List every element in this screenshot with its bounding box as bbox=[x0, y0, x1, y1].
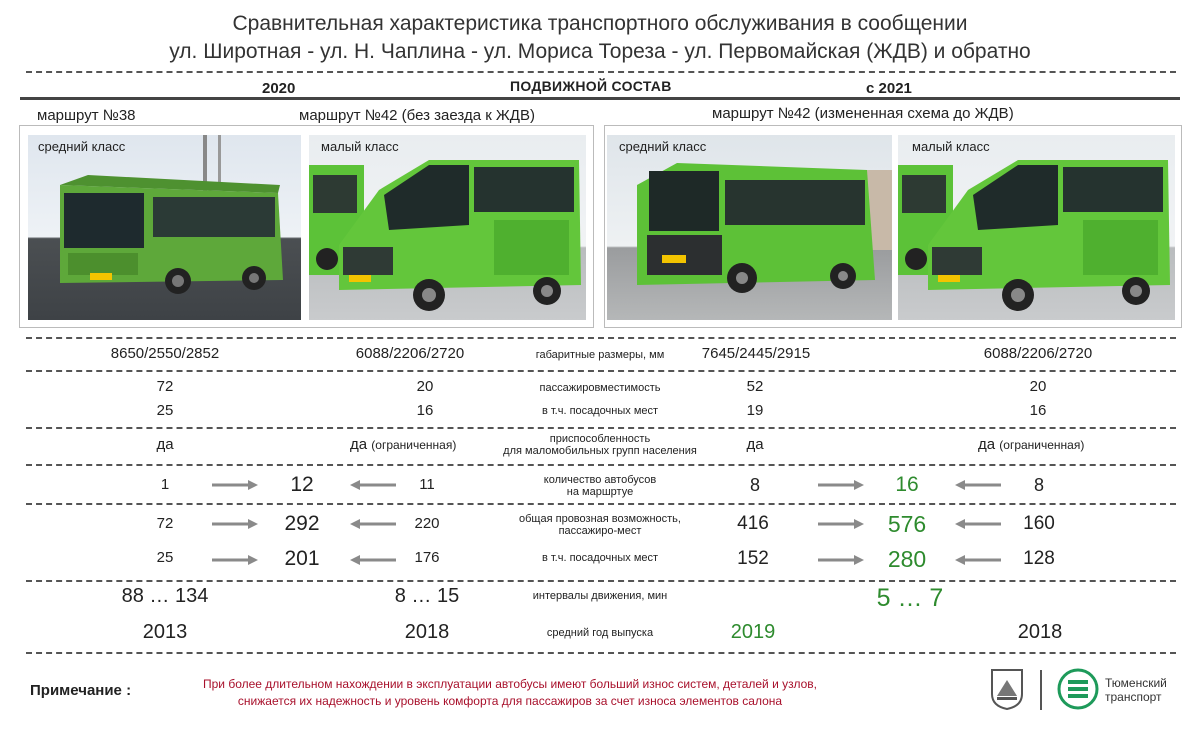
divider bbox=[26, 652, 1176, 654]
class-label-medium: средний класс bbox=[38, 139, 126, 154]
total-capacity-label bbox=[455, 513, 745, 537]
total-seats-r42-old: 176 bbox=[414, 549, 440, 566]
minibus-image-2021 bbox=[898, 135, 1175, 320]
header-rule-right bbox=[610, 97, 1180, 100]
seats-label: в т.ч. посадочных мест bbox=[541, 405, 659, 417]
page-subtitle: ул. Широтная - ул. Н. Чаплина - ул. Мориса Тореза - ул. Первомайская (ЖДВ) и обратно bbox=[169, 40, 1031, 63]
capacity-label: пассажировместимость bbox=[539, 382, 661, 394]
arrow-right-icon bbox=[212, 519, 258, 529]
accessibility-r42-new-small bbox=[978, 436, 1084, 453]
capacity-r42-new-small: 20 bbox=[1029, 378, 1047, 395]
logo-text-line1: Тюменский bbox=[1105, 676, 1167, 690]
year-label: средний год выпуска bbox=[546, 627, 654, 639]
year-r42-new-medium: 2019 bbox=[730, 621, 776, 643]
year-r38: 2013 bbox=[142, 621, 188, 643]
divider bbox=[26, 427, 1176, 429]
accessibility-note: (ограниченная) bbox=[999, 438, 1085, 452]
divider bbox=[26, 337, 1176, 339]
divider bbox=[26, 464, 1176, 466]
route-42-old-label: маршрут №42 (без заезда к ЖДВ) bbox=[299, 107, 535, 124]
seats-r42-new-small: 16 bbox=[1029, 402, 1047, 419]
city-coat-of-arms-icon bbox=[990, 668, 1024, 710]
year-2021-label: с 2021 bbox=[866, 80, 912, 97]
bus-count-label bbox=[455, 474, 745, 498]
accessibility-label bbox=[455, 433, 745, 457]
total-capacity-r38: 72 bbox=[156, 515, 174, 532]
year-r42-old: 2018 bbox=[404, 621, 450, 643]
year-2020-label: 2020 bbox=[262, 80, 296, 97]
total-capacity-sum-2020: 292 bbox=[284, 512, 320, 535]
midibus-image bbox=[607, 135, 892, 320]
section-header: ПОДВИЖНОЙ СОСТАВ bbox=[510, 78, 672, 94]
seats-r42-new-medium: 19 bbox=[746, 402, 764, 419]
total-capacity-label-line2: пассажиро-мест bbox=[558, 525, 642, 537]
seats-r38: 25 bbox=[156, 402, 174, 419]
class-label-small: малый класс bbox=[321, 139, 399, 154]
logo-separator bbox=[1040, 670, 1042, 710]
class-label-small-2021: малый класс bbox=[912, 139, 990, 154]
bus-count-r38: 1 bbox=[160, 476, 170, 493]
arrow-right-icon bbox=[818, 555, 864, 565]
divider bbox=[26, 71, 1176, 73]
arrow-left-icon bbox=[955, 480, 1001, 490]
bus-count-r42-new-medium: 8 bbox=[749, 475, 760, 495]
accessibility-note: (ограниченная) bbox=[371, 438, 457, 452]
city-bus-image bbox=[28, 135, 301, 320]
logo-text-line2: транспорт bbox=[1105, 690, 1162, 704]
capacity-r42-new-medium: 52 bbox=[746, 378, 764, 395]
note-label: Примечание : bbox=[30, 682, 132, 699]
bus-count-total-2020: 12 bbox=[290, 473, 314, 496]
total-seats-sum-2021: 280 bbox=[887, 546, 927, 572]
total-seats-r42-new-small: 128 bbox=[1023, 548, 1055, 569]
total-capacity-r42-new-small: 160 bbox=[1023, 513, 1055, 534]
total-seats-r42-new-medium: 152 bbox=[737, 548, 769, 569]
route-42-new-label: маршрут №42 (измененная схема до ЖДВ) bbox=[712, 105, 1014, 122]
capacity-r42-old: 20 bbox=[416, 378, 434, 395]
divider bbox=[26, 580, 1176, 582]
arrow-left-icon bbox=[955, 555, 1001, 565]
bus-count-r42-old: 11 bbox=[419, 476, 435, 493]
note-line1: При более длительном нахождении в эксплуатации автобусы имеют больший износ систем, деталей и узлов, bbox=[203, 677, 817, 691]
bus-photo-route-42-new-small bbox=[898, 135, 1175, 320]
intervals-2021: 5 … 7 bbox=[876, 584, 944, 612]
dimensions-r42-new-small: 6088/2206/2720 bbox=[983, 345, 1093, 362]
total-capacity-label-line1: общая провозная возможность, bbox=[519, 513, 681, 525]
accessibility-value: да bbox=[350, 436, 368, 453]
tyumen-transport-logo-icon bbox=[1057, 668, 1099, 710]
dimensions-r42-old: 6088/2206/2720 bbox=[355, 345, 465, 362]
class-label-medium-2021: средний класс bbox=[619, 139, 707, 154]
arrow-right-icon bbox=[818, 480, 864, 490]
accessibility-label-line2: для маломобильных групп населения bbox=[503, 445, 697, 457]
accessibility-label-line1: приспособленность bbox=[549, 433, 651, 445]
bus-count-r42-new-small: 8 bbox=[1033, 475, 1044, 495]
divider bbox=[26, 503, 1176, 505]
capacity-r38: 72 bbox=[156, 378, 174, 395]
logo-text bbox=[1105, 676, 1167, 704]
arrow-right-icon bbox=[212, 480, 258, 490]
total-capacity-r42-new-medium: 416 bbox=[737, 513, 769, 534]
minibus-image bbox=[309, 135, 586, 320]
route-38-label: маршрут №38 bbox=[37, 107, 136, 124]
bus-photo-route-42-old bbox=[309, 135, 586, 320]
dimensions-label: габаритные размеры, мм bbox=[535, 349, 665, 361]
bus-photo-route-42-new-medium bbox=[607, 135, 892, 320]
total-seats-r38: 25 bbox=[156, 549, 174, 566]
bus-count-label-line2: на маршртуе bbox=[566, 486, 634, 498]
divider bbox=[26, 370, 1176, 372]
note-line2: снижается их надежность и уровень комфорта для пассажиров за счет износа элементов салона bbox=[237, 694, 783, 708]
accessibility-value: да bbox=[978, 436, 996, 453]
note-text bbox=[150, 676, 870, 710]
total-seats-sum-2020: 201 bbox=[284, 547, 320, 570]
intervals-label: интервалы движения, мин bbox=[532, 590, 668, 602]
accessibility-r42-new-medium: да bbox=[746, 436, 764, 453]
bus-count-total-2021: 16 bbox=[895, 473, 919, 496]
dimensions-r38: 8650/2550/2852 bbox=[110, 345, 220, 362]
header-rule-left bbox=[20, 97, 610, 100]
accessibility-r42-old bbox=[350, 436, 456, 453]
intervals-r38: 88 … 134 bbox=[121, 585, 209, 607]
page-title: Сравнительная характеристика транспортного обслуживания в сообщении bbox=[232, 12, 968, 35]
seats-r42-old: 16 bbox=[416, 402, 434, 419]
arrow-left-icon bbox=[955, 519, 1001, 529]
accessibility-r38: да bbox=[156, 436, 174, 453]
total-seats-label: в т.ч. посадочных мест bbox=[541, 552, 659, 564]
year-r42-new-small: 2018 bbox=[1017, 621, 1063, 643]
total-capacity-r42-old: 220 bbox=[414, 515, 440, 532]
arrow-right-icon bbox=[818, 519, 864, 529]
intervals-r42-old: 8 … 15 bbox=[394, 585, 460, 607]
bus-photo-route-38 bbox=[28, 135, 301, 320]
dimensions-r42-new-medium: 7645/2445/2915 bbox=[701, 345, 811, 362]
arrow-right-icon bbox=[212, 555, 258, 565]
total-capacity-sum-2021: 576 bbox=[887, 511, 927, 537]
bus-count-label-line1: количество автобусов bbox=[543, 474, 657, 486]
